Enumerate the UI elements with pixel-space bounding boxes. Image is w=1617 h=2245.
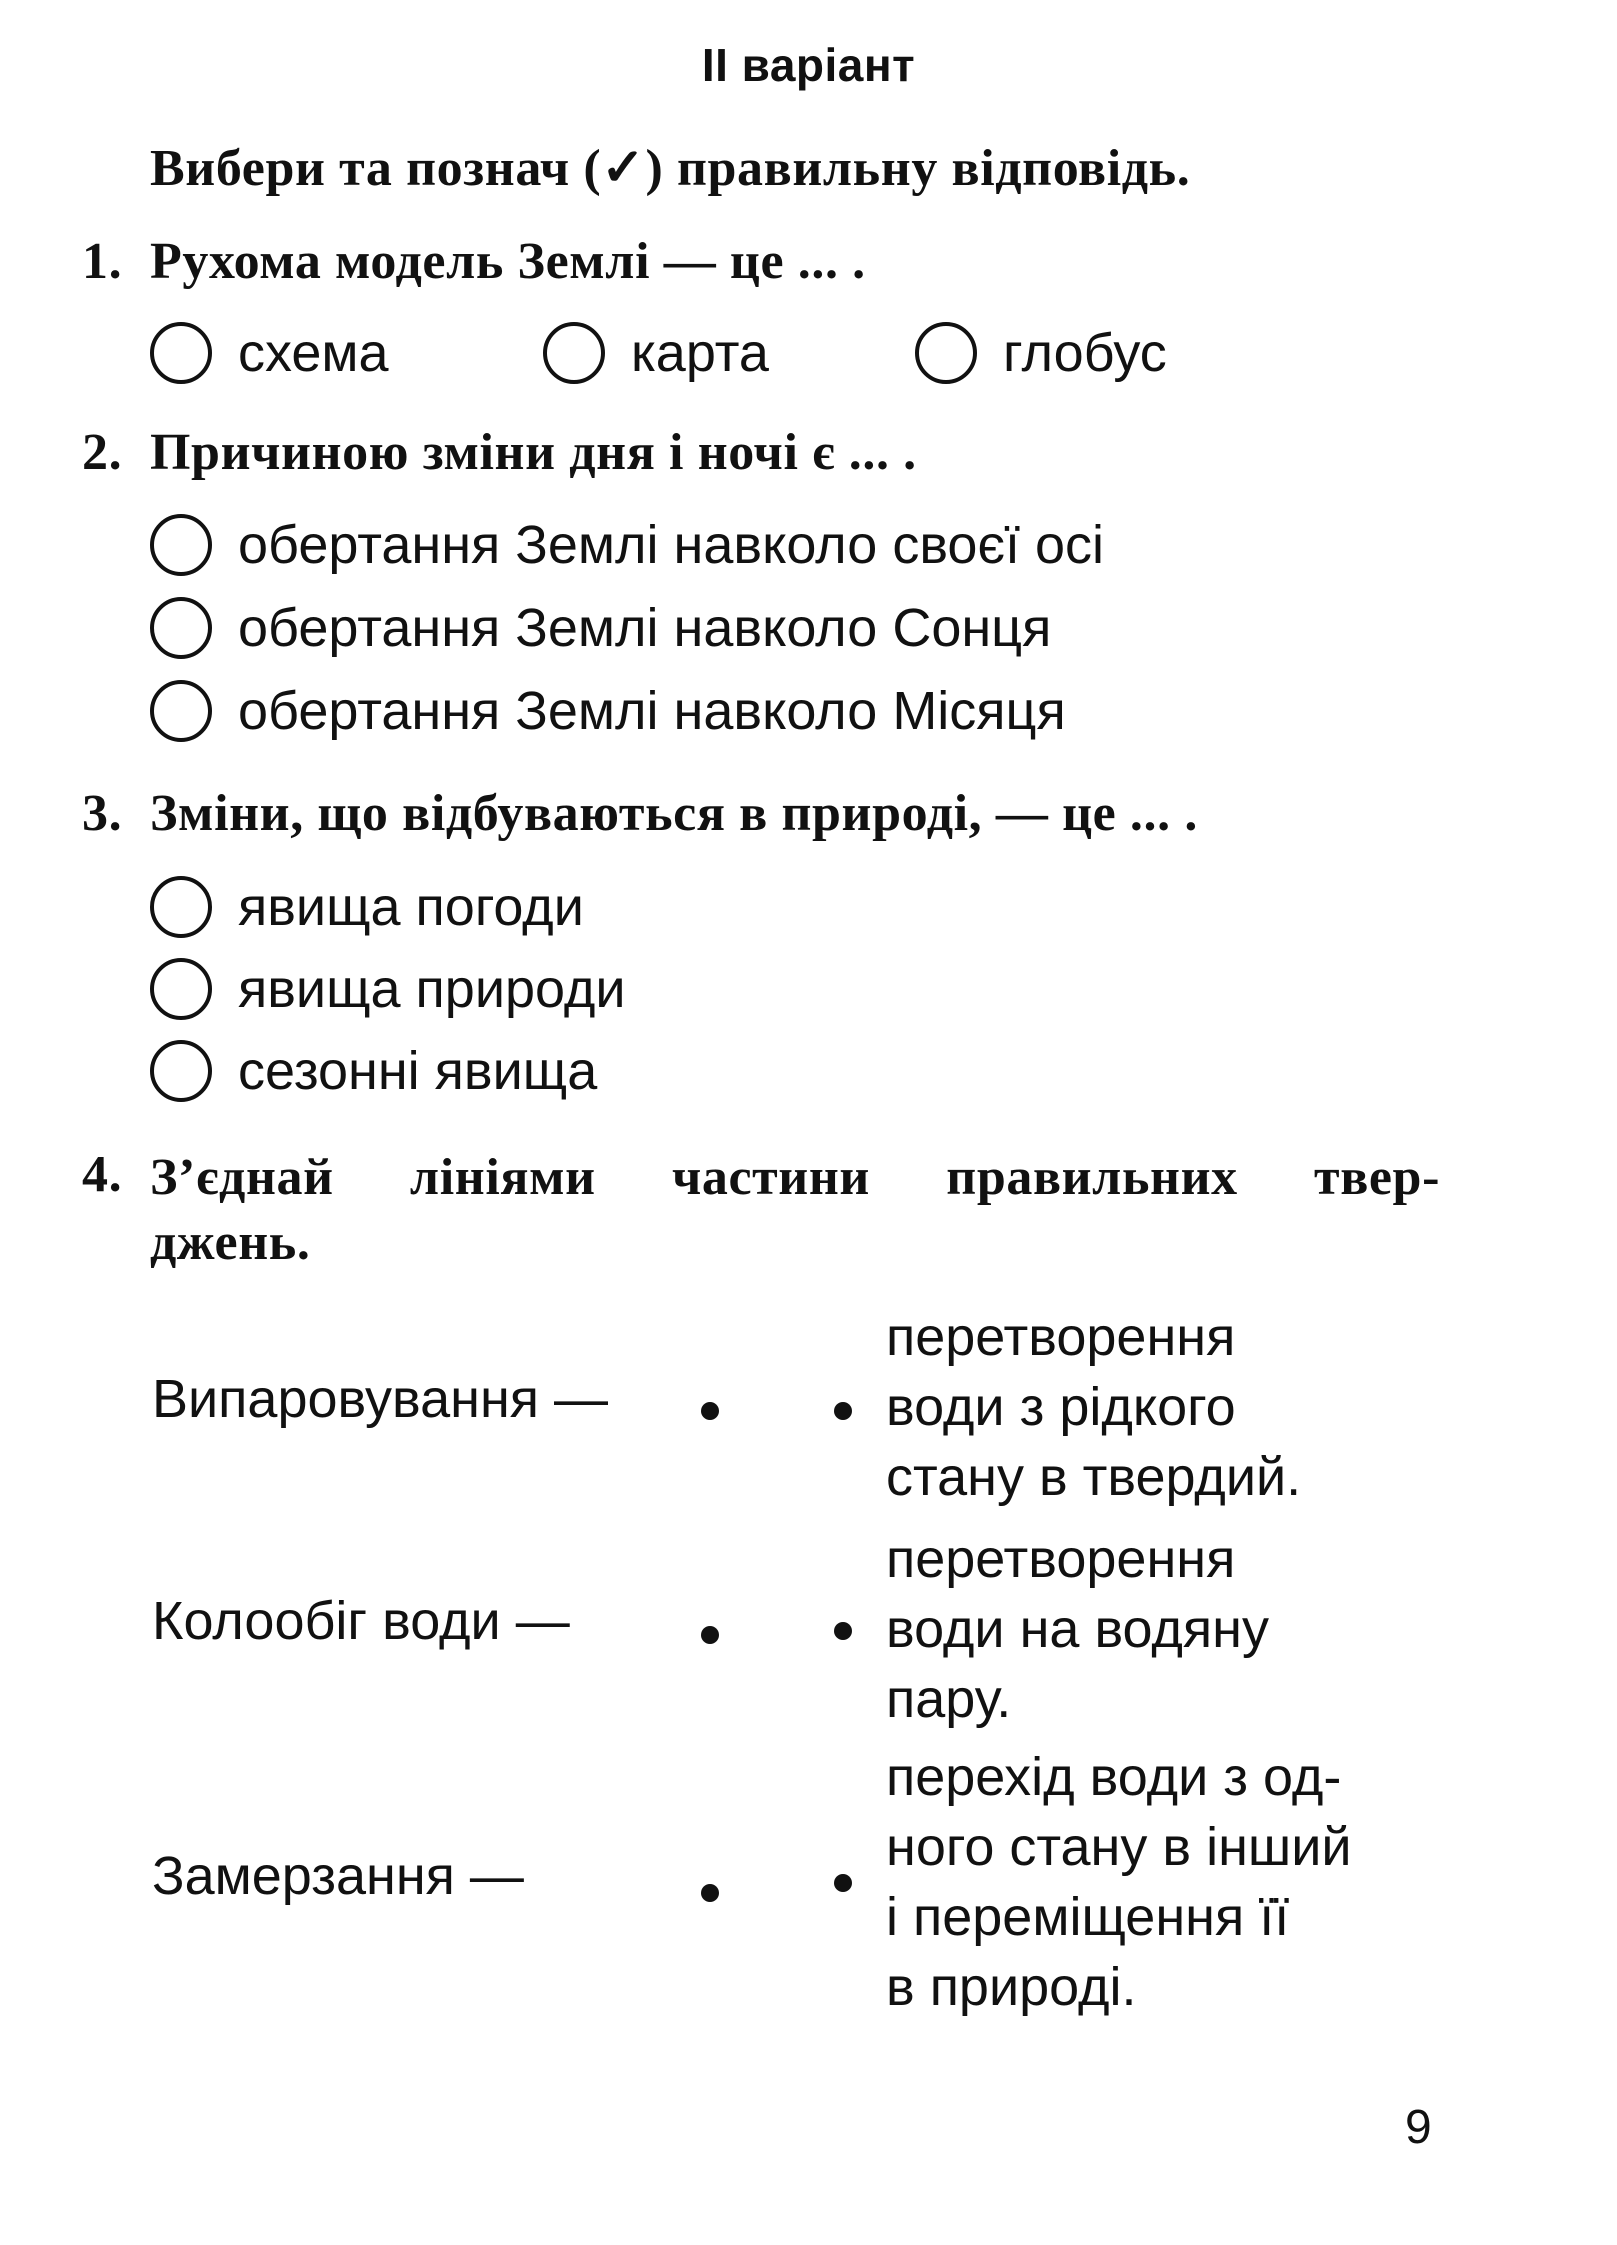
match-right-dot-1[interactable]: [834, 1402, 852, 1420]
q3-option-seasonal[interactable]: [150, 1040, 597, 1102]
question-4-text-line-2: джень.: [150, 1214, 311, 1271]
radio-circle-icon[interactable]: [150, 680, 212, 742]
match-right-line: і переміщення її: [886, 1887, 1290, 1947]
match-right-line: ного стану в інший: [886, 1817, 1352, 1877]
q2-option-sun[interactable]: [150, 597, 1051, 659]
q3-option-nature[interactable]: [150, 958, 626, 1020]
q1-option-label: глобус: [1003, 323, 1167, 383]
q3-option-label: сезонні явища: [238, 1041, 598, 1101]
q3-option-label: явища природи: [238, 959, 626, 1019]
match-right-freezing-definition: [886, 1302, 1301, 1512]
match-left-water-cycle: Колообіг води —: [152, 1591, 570, 1651]
q3-option-weather[interactable]: [150, 876, 584, 938]
match-right-line: стану в твердий.: [886, 1447, 1302, 1507]
radio-circle-icon[interactable]: [150, 322, 212, 384]
q1-option-map[interactable]: [543, 322, 769, 384]
question-3-number: 3.: [82, 785, 123, 842]
q2-option-label: обертання Землі навколо Місяця: [238, 681, 1066, 741]
match-left-dot-3[interactable]: [701, 1884, 719, 1902]
question-4-number: 4.: [82, 1146, 123, 1203]
question-2-number: 2.: [82, 424, 123, 481]
match-right-line: в природі.: [886, 1957, 1137, 2017]
match-right-line: перехід води з од-: [886, 1747, 1342, 1807]
q1-option-globe[interactable]: [915, 322, 1167, 384]
question-3-text: Зміни, що відбуваються в природі, — це ... .: [150, 785, 1198, 842]
radio-circle-icon[interactable]: [150, 514, 212, 576]
radio-circle-icon[interactable]: [150, 1040, 212, 1102]
radio-circle-icon[interactable]: [150, 876, 212, 938]
match-right-water-cycle-definition: [886, 1742, 1352, 2022]
instruction-text: Вибери та познач (✓) правильну відповідь.: [150, 140, 1191, 197]
radio-circle-icon[interactable]: [915, 322, 977, 384]
page-number: 9: [1405, 2101, 1432, 2154]
q1-option-label: схема: [238, 323, 389, 383]
match-left-dot-1[interactable]: [701, 1402, 719, 1420]
match-right-dot-2[interactable]: [834, 1622, 852, 1640]
question-1-number: 1.: [82, 233, 123, 290]
match-right-line: пару.: [886, 1669, 1012, 1729]
match-left-dot-2[interactable]: [701, 1626, 719, 1644]
match-left-evaporation: Випаровування —: [152, 1369, 609, 1429]
radio-circle-icon[interactable]: [150, 958, 212, 1020]
match-right-line: води на водяну: [886, 1599, 1269, 1659]
radio-circle-icon[interactable]: [150, 597, 212, 659]
match-right-line: води з рідкого: [886, 1377, 1236, 1437]
radio-circle-icon[interactable]: [543, 322, 605, 384]
q1-option-label: карта: [631, 323, 769, 383]
q1-option-scheme[interactable]: [150, 322, 389, 384]
q2-option-label: обертання Землі навколо своєї осі: [238, 515, 1105, 575]
q2-option-moon[interactable]: [150, 680, 1066, 742]
q2-option-label: обертання Землі навколо Сонця: [238, 598, 1052, 658]
match-right-line: перетворення: [886, 1529, 1236, 1589]
match-right-dot-3[interactable]: [834, 1874, 852, 1892]
question-3: [82, 784, 1198, 843]
question-1-text: Рухома модель Землі — це ... .: [150, 233, 866, 290]
match-right-evaporation-definition: [886, 1524, 1269, 1734]
q3-option-label: явища погоди: [238, 877, 584, 937]
q2-option-axis[interactable]: [150, 514, 1104, 576]
question-4-text-line-1: З’єднай лініями частини правильних твер-: [150, 1149, 1440, 1206]
question-2: [82, 423, 917, 482]
question-2-text: Причиною зміни дня і ночі є ... .: [150, 424, 917, 481]
match-left-freezing: Замерзання —: [152, 1846, 524, 1906]
match-right-line: перетворення: [886, 1307, 1236, 1367]
question-1: [82, 232, 866, 291]
variant-title: II варіант: [701, 39, 916, 91]
